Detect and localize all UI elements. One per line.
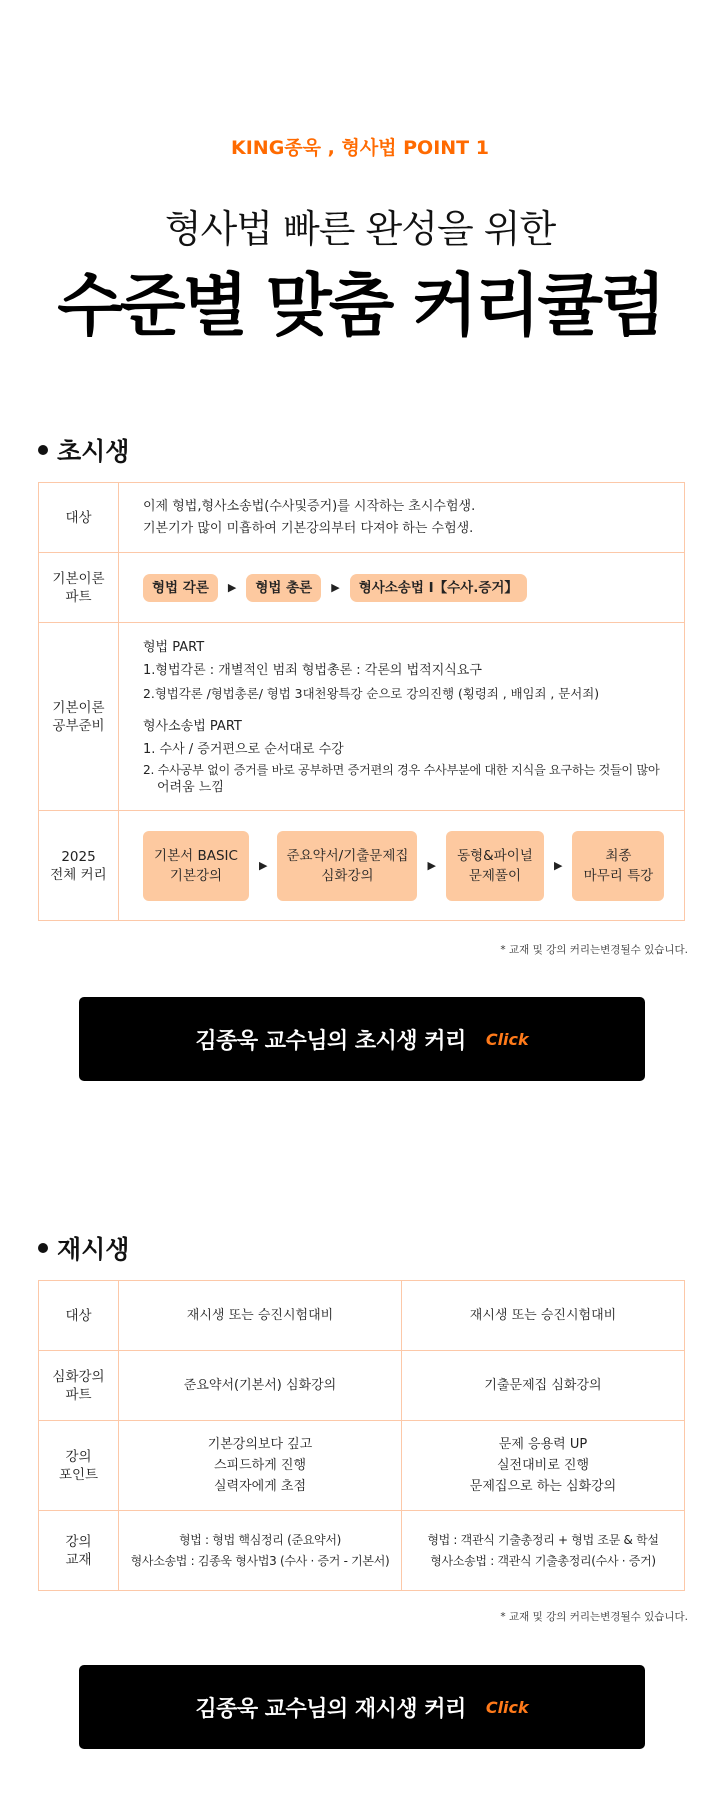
row-label <box>39 1281 119 1351</box>
label-line: 대상 <box>65 1307 92 1324</box>
row-cell <box>119 1281 402 1351</box>
label-line: 기본이론 <box>52 699 105 716</box>
text-line: 2. 수사공부 없이 증거를 바로 공부하면 증거편의 경우 수사부분에 대한 지식을 요구하는 것들이 많아 <box>143 763 660 777</box>
label-line: 전체 커리 <box>50 866 107 883</box>
text-line: 형사소송법 PART <box>143 719 242 734</box>
section-title-text: 재시생 <box>57 1235 130 1264</box>
headline-title: 수준별 맞춤 커리큘럼 <box>57 267 663 346</box>
bullet-dot-icon <box>38 1243 48 1253</box>
box-line: 문제풀이 <box>468 867 522 884</box>
row-cell <box>119 1351 402 1421</box>
text-line: 문제 응용력 UP <box>498 1437 588 1452</box>
text-line: 형사소송법 : 객관식 기출총정리(수사 · 증거) <box>430 1553 656 1568</box>
table-row <box>39 1421 685 1511</box>
table-row-basic-part <box>39 553 685 623</box>
row-cell <box>402 1351 685 1421</box>
box-line: 기본강의 <box>169 867 223 884</box>
text-line: 형법 : 형법 핵심정리 (준요약서) <box>178 1532 342 1547</box>
table-row <box>39 1281 685 1351</box>
row-label <box>39 1421 119 1511</box>
notice-text: * 교재 및 강의 커리는변경될수 있습니다. <box>500 1611 688 1623</box>
text-line: 1. 수사 / 증거편으로 순서대로 수강 <box>143 742 344 757</box>
table-row <box>39 1351 685 1421</box>
curriculum-box <box>446 831 544 901</box>
arrow-right-icon: ▶ <box>553 859 563 872</box>
text-line: 기본기가 많이 미흡하여 기본강의부터 다져야 하는 수험생. <box>143 520 474 536</box>
row-content <box>119 553 685 623</box>
box-line: 준요약서/기출문제집 <box>286 847 409 864</box>
row-cell <box>402 1281 685 1351</box>
label-line: 파트 <box>65 588 92 605</box>
section-title-beginner <box>38 432 129 468</box>
row-content <box>119 623 685 811</box>
arrow-right-icon: ▶ <box>259 859 268 872</box>
arrow-right-icon: ▶ <box>331 581 340 594</box>
text-line: 이제 형법,형사소송법(수사및증거)를 시작하는 초시수험생. <box>143 498 476 514</box>
row-cell <box>119 1421 402 1511</box>
text-line: 문제집으로 하는 심화강의 <box>469 1479 617 1494</box>
box-line: 동형&파이널 <box>457 847 533 864</box>
bullet-dot-icon <box>38 445 48 455</box>
label-line: 강의 <box>65 1533 92 1550</box>
row-label: 대상 <box>39 483 119 553</box>
notice-text: * 교재 및 강의 커리는변경될수 있습니다. <box>500 944 688 956</box>
repeater-curriculum-button[interactable] <box>79 1665 645 1749</box>
row-content <box>119 811 685 921</box>
eyebrow-label: KING종욱 , 형사법 POINT 1 <box>231 137 489 159</box>
label-line: 공부준비 <box>52 717 105 734</box>
box-line: 최종 <box>605 847 632 864</box>
box-line: 마무리 특강 <box>583 867 654 884</box>
text-line: 준요약서(기본서) 심화강의 <box>183 1378 337 1393</box>
label-line: 심화강의 <box>52 1368 105 1385</box>
beginner-table <box>38 482 685 921</box>
text-line: 형사소송법 : 김종욱 형사법3 (수사 · 증거 - 기본서) <box>130 1553 390 1568</box>
text-line: 실력자에게 초점 <box>213 1479 307 1494</box>
row-label <box>39 1511 119 1591</box>
row-cell <box>402 1511 685 1591</box>
row-label <box>39 623 119 811</box>
row-cell <box>119 1511 402 1591</box>
label-line: 포인트 <box>58 1466 99 1483</box>
label-line: 2025 <box>61 848 96 865</box>
curriculum-box <box>277 831 417 901</box>
label-line: 기본이론 <box>52 570 105 587</box>
row-cell <box>402 1421 685 1511</box>
click-label: Click <box>485 1697 529 1717</box>
label-line: 교재 <box>65 1551 92 1568</box>
table-row <box>39 1511 685 1591</box>
text-line: 재시생 또는 승진시험대비 <box>186 1308 334 1323</box>
row-label <box>39 553 119 623</box>
arrow-right-icon: ▶ <box>227 581 237 594</box>
row-content <box>119 483 685 553</box>
text-line: 기출문제집 심화강의 <box>484 1378 602 1393</box>
text-line: 스피드하게 진행 <box>213 1458 307 1473</box>
box-line: 기본서 BASIC <box>154 847 238 864</box>
curriculum-box <box>572 831 664 901</box>
curriculum-box <box>143 831 249 901</box>
row-label <box>39 1351 119 1421</box>
table-row-curriculum <box>39 811 685 921</box>
row-label <box>39 811 119 921</box>
label-line: 파트 <box>65 1386 92 1403</box>
arrow-right-icon: ▶ <box>427 859 436 872</box>
step-pill: 형사소송법 Ⅰ【수사.증거】 <box>350 574 527 602</box>
repeater-table <box>38 1280 685 1591</box>
headline-subtitle: 형사법 빠른 완성을 위한 <box>164 207 556 251</box>
beginner-curriculum-button[interactable] <box>79 997 645 1081</box>
label-line: 강의 <box>65 1448 92 1465</box>
click-label: Click <box>485 1029 529 1049</box>
table-row-target <box>39 483 685 553</box>
text-line: 형법 : 객관식 기출총정리 + 형법 조문 & 학설 <box>427 1532 659 1547</box>
text-line: 2.형법각론 /형법총론/ 형법 3대천왕특강 순으로 강의진행 (횡령죄 , 배임죄 , 문서죄) <box>143 686 600 701</box>
button-label: 김종욱 교수님의 재시생 커리 <box>195 1696 466 1722</box>
table-row-prep <box>39 623 685 811</box>
section-title-text: 초시생 <box>57 437 130 466</box>
step-pill: 형법 각론 <box>143 574 218 602</box>
box-line: 심화강의 <box>321 867 374 884</box>
text-line: 1.형법각론 : 개별적인 범죄 형법총론 : 각론의 법적지식요구 <box>143 663 482 678</box>
button-label: 김종욱 교수님의 초시생 커리 <box>195 1028 466 1054</box>
text-line: 형법 PART <box>143 640 205 655</box>
text-line: 기본강의보다 깊고 <box>207 1437 313 1452</box>
text-line: 재시생 또는 승진시험대비 <box>469 1308 617 1323</box>
text-line: 실전대비로 진행 <box>496 1458 590 1473</box>
step-pill: 형법 총론 <box>246 574 321 602</box>
text-line: 어려움 느낌 <box>157 780 224 795</box>
section-title-repeater <box>38 1230 129 1266</box>
